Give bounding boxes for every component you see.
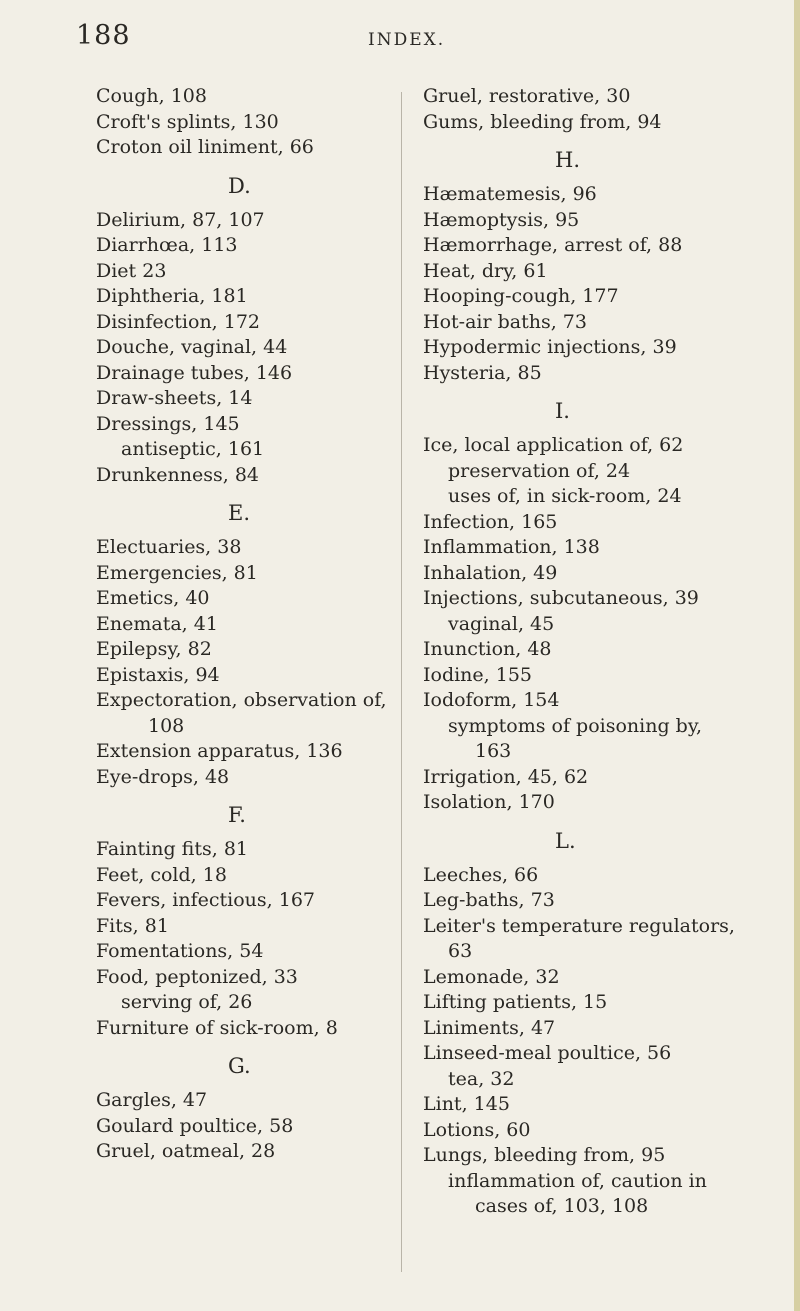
index-entry: Emergencies, 81 (96, 561, 258, 584)
index-entry: Fevers, infectious, 167 (96, 889, 315, 911)
index-entry: Fits, 81 (96, 914, 169, 937)
index-entry: Ice, local application of, 62 (423, 434, 684, 456)
index-entry: Linseed-meal poultice, 56 (423, 1042, 672, 1064)
index-entry: Lifting patients, 15 (423, 991, 608, 1013)
index-subentry: vaginal, 45 (448, 612, 555, 635)
index-entry-continuation: cases of, 103, 108 (475, 1195, 649, 1217)
index-entry-continuation: 108 (148, 714, 185, 737)
index-entry: Feet, cold, 18 (96, 863, 227, 886)
index-entry: Irrigation, 45, 62 (423, 765, 589, 788)
index-subentry: preservation of, 24 (448, 459, 631, 482)
index-entry: Extension apparatus, 136 (96, 740, 343, 762)
index-subentry: tea, 32 (448, 1067, 515, 1090)
index-entry: Leeches, 66 (423, 863, 539, 886)
index-entry: Hæmoptysis, 95 (423, 208, 580, 231)
index-column-right (423, 84, 763, 1220)
index-entry: Draw-sheets, 14 (96, 387, 253, 409)
index-entry: Epilepsy, 82 (96, 638, 212, 660)
index-entry: Leiter's temperature regulators, (423, 914, 735, 937)
section-letter: G. (228, 1054, 251, 1078)
index-entry: Croton oil liniment, 66 (96, 136, 314, 158)
index-entry: Food, peptonized, 33 (96, 965, 298, 988)
index-entry: Emetics, 40 (96, 587, 210, 609)
index-entry: Expectoration, observation of, (96, 689, 387, 711)
index-entry: Iodoform, 154 (423, 689, 560, 711)
running-head: INDEX. (368, 30, 446, 50)
index-entry: Cough, 108 (96, 85, 207, 107)
index-entry: Iodine, 155 (423, 663, 533, 686)
index-entry: Hæmorrhage, arrest of, 88 (423, 234, 683, 256)
section-letter: E. (228, 501, 251, 525)
index-entry: Lemonade, 32 (423, 965, 560, 988)
index-entry: Heat, dry, 61 (423, 259, 548, 282)
index-entry: Lungs, bleeding from, 95 (423, 1144, 666, 1166)
index-entry: Electuaries, 38 (96, 536, 242, 558)
index-entry: Gums, bleeding from, 94 (423, 110, 662, 133)
index-entry: Eye-drops, 48 (96, 765, 230, 788)
index-entry: Inunction, 48 (423, 638, 552, 660)
index-entry: Diarrhœa, 113 (96, 234, 238, 256)
page-edge (794, 0, 800, 1311)
index-entry: Gruel, oatmeal, 28 (96, 1140, 276, 1162)
index-entry: Lotions, 60 (423, 1118, 531, 1141)
index-entry: Disinfection, 172 (96, 310, 261, 333)
index-subentry: antiseptic, 161 (121, 438, 265, 460)
index-entry: Leg-baths, 73 (423, 889, 555, 911)
index-entry: Hæmatemesis, 96 (423, 183, 597, 205)
index-entry: Gargles, 47 (96, 1089, 208, 1111)
index-entry: Goulard poultice, 58 (96, 1114, 294, 1137)
index-entry: Liniments, 47 (423, 1016, 556, 1039)
section-letter: H. (555, 148, 580, 172)
index-entry: Diet 23 (96, 259, 167, 282)
index-entry: Hooping-cough, 177 (423, 285, 619, 307)
section-letter: F. (228, 803, 246, 827)
index-entry: Dressings, 145 (96, 412, 240, 435)
section-letter: I. (555, 399, 570, 423)
index-subentry: inflammation of, caution in (448, 1169, 707, 1192)
index-entry: Hysteria, 85 (423, 361, 542, 384)
index-entry: Hypodermic injections, 39 (423, 336, 677, 358)
index-entry: Furniture of sick-room, 8 (96, 1016, 338, 1039)
index-entry: Isolation, 170 (423, 791, 555, 813)
index-entry: Injections, subcutaneous, 39 (423, 587, 699, 609)
index-subentry: serving of, 26 (121, 991, 253, 1013)
index-entry: Croft's splints, 130 (96, 110, 279, 133)
index-entry: Drainage tubes, 146 (96, 361, 293, 384)
index-entry: Fomentations, 54 (96, 940, 264, 962)
index-entry: Infection, 165 (423, 510, 558, 533)
index-entry: Douche, vaginal, 44 (96, 336, 288, 358)
index-entry: Gruel, restorative, 30 (423, 85, 631, 107)
index-column-left (96, 84, 436, 1165)
section-letter: L. (555, 828, 576, 853)
page-number: 188 (76, 20, 131, 51)
index-entry: Inhalation, 49 (423, 561, 558, 584)
index-entry: Epistaxis, 94 (96, 663, 220, 686)
index-entry: Enemata, 41 (96, 612, 218, 635)
index-subentry: symptoms of poisoning by, (448, 714, 703, 737)
index-subentry: 63 (448, 940, 473, 962)
index-entry: Lint, 145 (423, 1093, 510, 1115)
index-entry: Diphtheria, 181 (96, 285, 248, 307)
section-letter: D. (228, 173, 251, 198)
index-entry: Hot-air baths, 73 (423, 310, 587, 333)
index-entry: Fainting fits, 81 (96, 838, 248, 860)
index-entry: Delirium, 87, 107 (96, 208, 265, 231)
index-entry: Drunkenness, 84 (96, 463, 260, 486)
index-subentry: uses of, in sick-room, 24 (448, 485, 682, 507)
index-entry: Inflammation, 138 (423, 536, 600, 558)
index-entry-continuation: 163 (475, 740, 512, 762)
